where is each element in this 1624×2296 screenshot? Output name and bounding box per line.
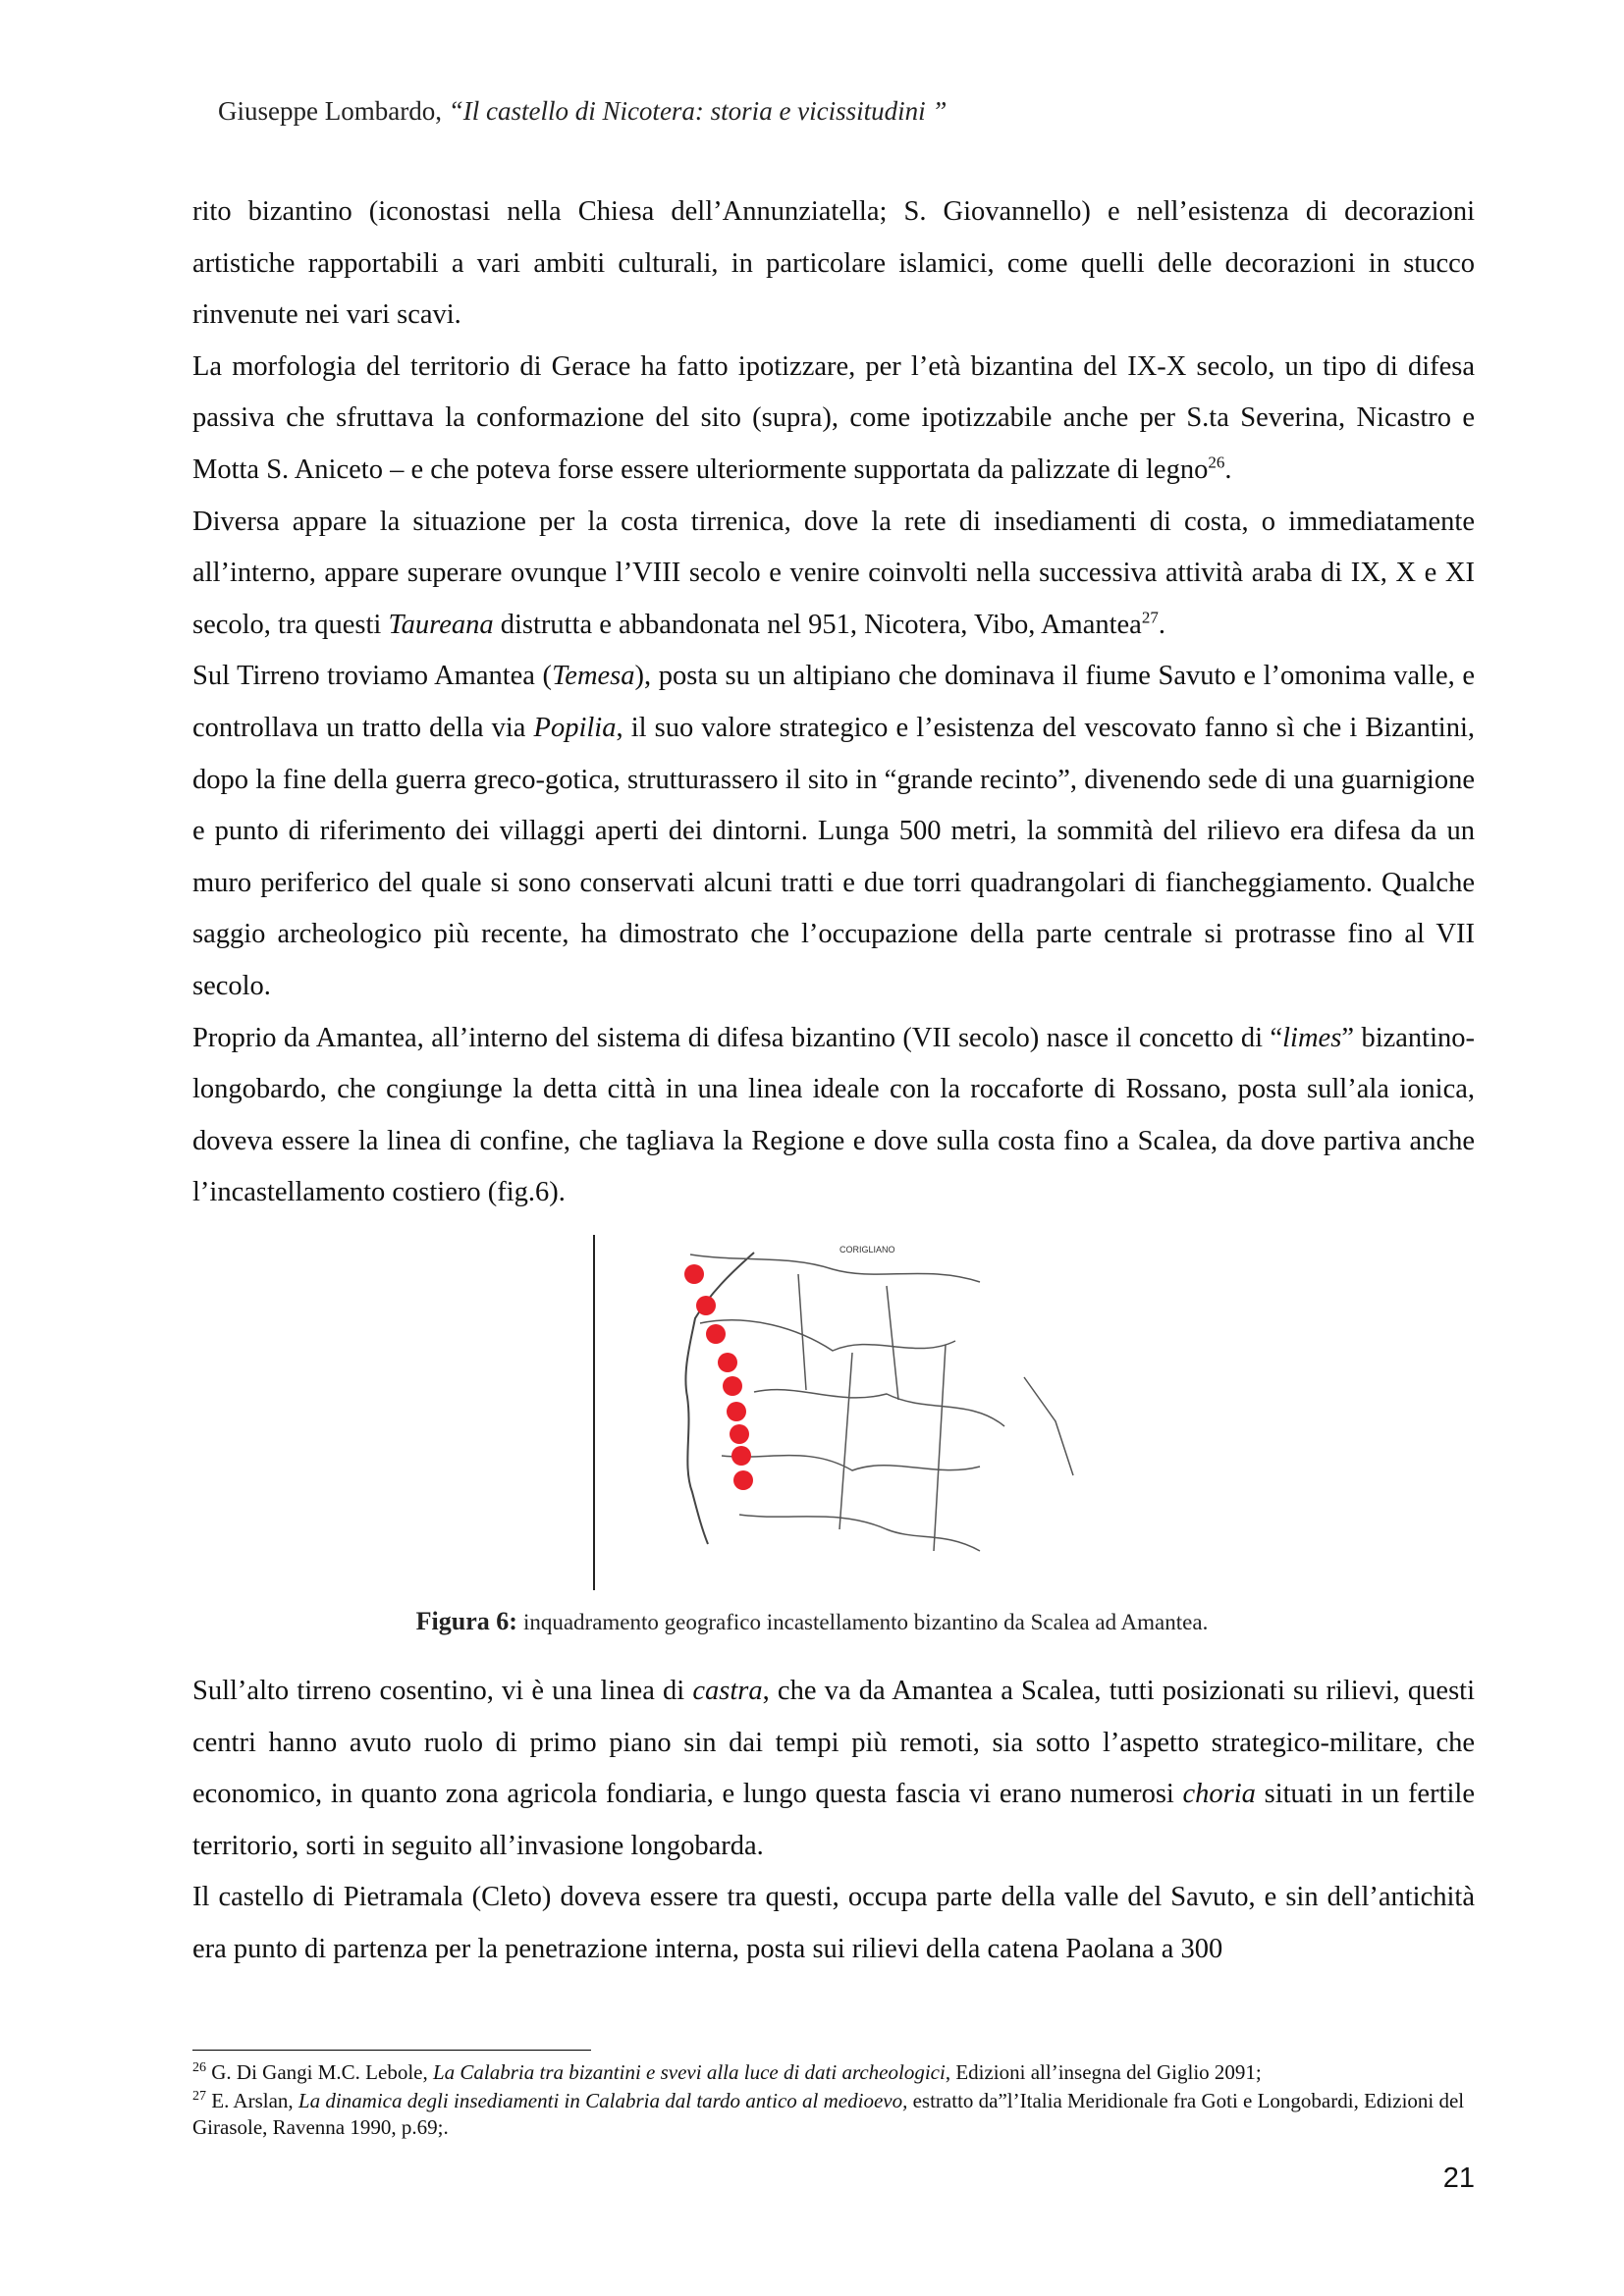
castle-marker	[727, 1402, 746, 1421]
footnote-title: La dinamica degli insediamenti in Calabria dal tardo antico al medioevo,	[298, 2089, 908, 2112]
footnote-separator	[192, 2050, 591, 2051]
castle-marker	[706, 1324, 726, 1344]
paragraph-text: , il suo valore strategico e l’esistenza del vescovato fanno sì che i Bizantini, dopo la fine della guerra greco-gotica, strutturassero il sito in “grande recinto”, divenendo sede di una guarnigione e punto di riferimento dei villaggi aperti dei dintorni. Lunga 500 metri, la sommità del rilievo era difesa da un muro periferico del quale si sono conservati alcuni tratti e due torri quadrangolari di fiancheggiamento. Qualche saggio archeologico più recente, ha dimostrato che l’occupazione della parte centrale si protrasse fino al VII secolo.	[192, 712, 1475, 1001]
map-image	[592, 1235, 1083, 1590]
castle-marker	[731, 1446, 751, 1466]
paragraph-text: ” bizantino-longobardo, che congiunge la detta città in una linea ideale con la roccaforte di Rossano, posta sull’ala ionica, doveva essere la linea di confine, che tagliava la Regione e dove sulla costa fino a Scalea, da dove partiva anche l’incastellamento costiero (fig.6).	[192, 1022, 1475, 1208]
paragraph-text: Sull’alto tirreno cosentino, vi è una linea di	[192, 1676, 693, 1706]
footnote-ref-27[interactable]: 27	[1141, 608, 1159, 627]
paragraph	[192, 651, 1475, 1012]
header-title: “Il castello di Nicotera: storia e vicissitudini ”	[448, 96, 947, 126]
figure-6-map	[592, 1235, 1083, 1590]
punctuation: .	[1158, 609, 1165, 640]
paragraph-text: , che va da Amantea a Scalea, tutti posizionati su rilievi, questi centri hanno avuto ruolo di primo piano sin dai tempi più remoti, sia sotto l’aspetto strategico-militare, che economico, in quanto zona agricola fondiaria, e lungo questa fascia vi erano numerosi	[192, 1676, 1475, 1810]
castle-marker	[733, 1470, 753, 1490]
main-text-upper	[192, 187, 1475, 1219]
main-text-lower	[192, 1666, 1475, 1976]
paragraph-text: Proprio da Amantea, all’interno del sistema di difesa bizantino (VII secolo) nasce il concetto di “	[192, 1022, 1283, 1053]
province-borders	[690, 1255, 1073, 1551]
figure-label: Figura 6:	[415, 1607, 517, 1635]
castle-markers	[684, 1264, 753, 1490]
italic-term: Temesa	[552, 661, 635, 692]
header-author: Giuseppe Lombardo,	[218, 96, 449, 126]
paragraph-text: ), posta su un altipiano che dominava il fiume Savuto e l’omonima valle, e controllava un tratto della via	[192, 661, 1475, 743]
footnote-26	[192, 2059, 1475, 2086]
paragraph	[192, 497, 1475, 652]
castle-marker	[718, 1353, 737, 1372]
footnote-number: 27	[192, 2089, 206, 2104]
paragraph-text: La morfologia del territorio di Gerace ha fatto ipotizzare, per l’età bizantina del IX-X secolo, un tipo di difesa passiva che sfruttava la conformazione del sito (supra), come ipotizzabile anche per S.ta Severina, Nicastro e Motta S. Aniceto – e che poteva forse essere ulteriormente supportata da palizzate di legno	[192, 350, 1475, 485]
paragraph: Il castello di Pietramala (Cleto) doveva essere tra questi, occupa parte della valle del Savuto, e sin dell’antichità era punto di partenza per la penetrazione interna, posta sui rilievi della catena Paolana a 300	[192, 1882, 1475, 1964]
paragraph-text: Diversa appare la situazione per la costa tirrenica, dove la rete di insediamenti di costa, o immediatamente all’interno, appare superare ovunque l’VIII secolo e venire coinvolti nella successiva attività araba di IX, X e XI secolo, tra questi	[192, 506, 1475, 640]
paragraph	[192, 1666, 1475, 1872]
footnote-text: estratto da”l’Italia Meridionale fra Goti e Longobardi, Edizioni del Girasole, Ravenna 1990, p.69;.	[192, 2089, 1465, 2139]
paragraph-text: distrutta e abbandonata nel 951, Nicotera, Vibo, Amantea	[493, 609, 1142, 640]
castle-marker	[730, 1424, 749, 1444]
figure-caption-text: inquadramento geografico incastellamento bizantino da Scalea ad Amantea.	[522, 1610, 1209, 1634]
footnote-text: E. Arslan,	[206, 2089, 298, 2112]
map-top-label: CORIGLIANO	[839, 1245, 895, 1255]
italic-term: limes	[1282, 1022, 1342, 1053]
paragraph	[192, 1013, 1475, 1219]
footnote-text: G. Di Gangi M.C. Lebole,	[206, 2060, 433, 2084]
paragraph	[192, 342, 1475, 497]
paragraph-text: Sul Tirreno troviamo Amantea (	[192, 661, 553, 692]
footnote-title: La Calabria tra bizantini e svevi alla luce di dati archeologici	[432, 2060, 946, 2084]
paragraph: rito bizantino (iconostasi nella Chiesa dell’Annunziatella; S. Giovannello) e nell’esistenza di decorazioni artistiche rapportabili a vari ambiti culturali, in particolare islamici, come quelli delle decorazioni in stucco rinvenute nei vari scavi.	[192, 196, 1475, 331]
footnote-ref-26[interactable]: 26	[1208, 453, 1225, 472]
punctuation: .	[1224, 454, 1232, 485]
coastline	[685, 1253, 754, 1544]
italic-term: Popilia	[533, 712, 617, 743]
page-number: 21	[1442, 2163, 1475, 2194]
italic-term: Taureana	[388, 609, 494, 640]
running-header	[218, 96, 947, 127]
figure-caption	[0, 1607, 1624, 1636]
footnote-text: , Edizioni all’insegna del Giglio 2091;	[945, 2060, 1262, 2084]
footnotes	[192, 2059, 1475, 2143]
footnote-27	[192, 2088, 1475, 2141]
castle-marker	[684, 1264, 704, 1284]
italic-term: castra	[692, 1676, 763, 1706]
footnote-number: 26	[192, 2060, 206, 2075]
castle-marker	[696, 1296, 716, 1315]
castle-marker	[723, 1376, 742, 1396]
paragraph-text: situati in un fertile territorio, sorti in seguito all’invasione longobarda.	[192, 1779, 1475, 1861]
italic-term: choria	[1182, 1779, 1256, 1810]
